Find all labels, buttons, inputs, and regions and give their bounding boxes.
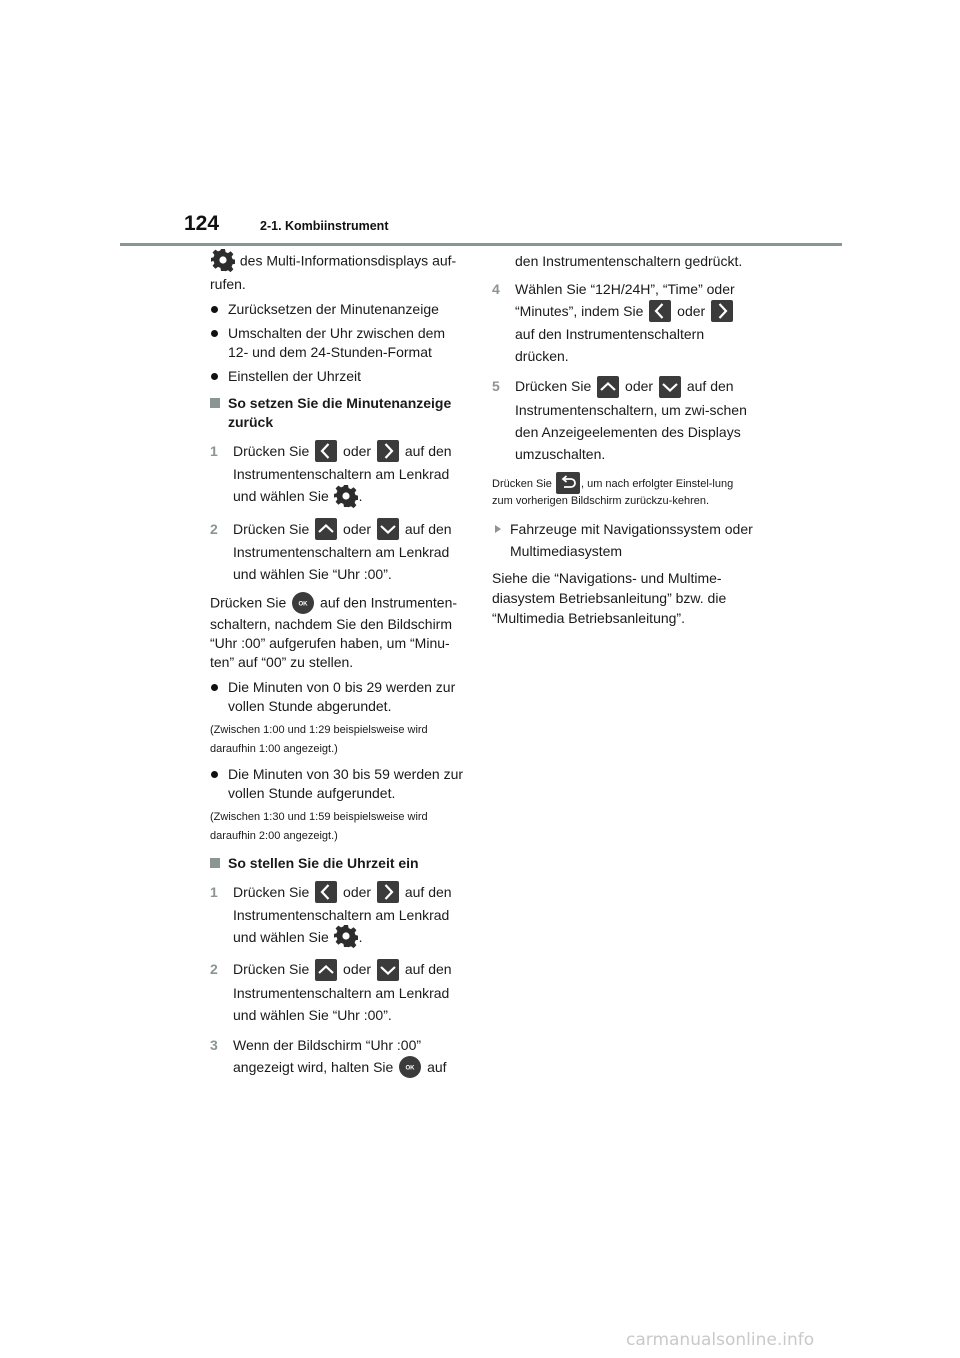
svg-text:OK: OK xyxy=(405,1065,415,1072)
step-2: 2 Drücken Sie oder auf den Instrumentenschaltern am Lenkrad und wählen Sie “Uhr :00”. xyxy=(210,518,465,585)
back-icon xyxy=(556,472,580,494)
ok-button-icon xyxy=(292,592,314,614)
ok-paragraph: Drücken Sie OK auf den Instrumenten-schaltern, nachdem Sie den Bildschirm “Uhr :00” aufgerufen haben, um “Minu-ten” auf “00” zu stellen. xyxy=(210,593,465,672)
header-rule xyxy=(120,243,842,246)
note-text: (Zwischen 1:30 und 1:59 beispielsweise wird daraufhin 2:00 angezeigt.) xyxy=(210,810,428,842)
chevron-left-icon xyxy=(649,300,671,322)
list-item: Einstellen der Uhrzeit xyxy=(210,367,465,386)
right-column xyxy=(492,250,754,634)
step-1: 1 Drücken Sie oder auf den Instrumentenschaltern am Lenkrad und wählen Sie . xyxy=(210,881,465,951)
heading-set-time: So stellen Sie die Uhrzeit ein xyxy=(210,854,465,873)
final-paragraph: Siehe die “Navigations- und Multime-diasystem Betriebsanleitung” bzw. die “Multimedia Betriebsanleitung”. xyxy=(492,569,727,626)
chevron-left-icon xyxy=(315,440,337,462)
page-number: 124 xyxy=(184,212,220,235)
gear-icon xyxy=(334,924,358,948)
list-item: Die Minuten von 30 bis 59 werden zur vollen Stunde aufgerundet. xyxy=(210,765,465,803)
chevron-down-icon xyxy=(377,518,399,540)
heading-minute-reset: So setzen Sie die Minutenanzeige zurück xyxy=(210,394,465,432)
list-item: Zurücksetzen der Minutenanzeige xyxy=(210,300,465,319)
svg-text:OK: OK xyxy=(298,601,308,608)
chevron-right-icon xyxy=(377,440,399,462)
chevron-left-icon xyxy=(315,881,337,903)
step-4: 4 Wählen Sie “12H/24H”, “Time” oder “Minutes”, indem Sie oder auf den Instrumentenschaltern drücken. xyxy=(492,281,735,365)
chevron-right-icon xyxy=(711,300,733,322)
back-note: Drücken Sie , um nach erfolgter Einstel-lung zum vorherigen Bildschirm zurückzu-kehren. xyxy=(492,473,754,508)
note-text: (Zwischen 1:00 und 1:29 beispielsweise wird daraufhin 1:00 angezeigt.) xyxy=(210,723,428,755)
step-3-continued: den Instrumentenschaltern gedrückt. xyxy=(515,253,743,269)
left-column xyxy=(210,250,465,1087)
gear-icon xyxy=(334,484,358,508)
list-item: Umschalten der Uhr zwischen dem 12- und dem 24-Stunden-Format xyxy=(210,324,465,362)
intro-paragraph xyxy=(210,250,465,294)
step-5: 5 Drücken Sie oder auf den Instrumentenschaltern, um zwi-schen den Anzeigeelementen des Displays umzuschalten. xyxy=(492,375,754,464)
chevron-down-icon xyxy=(659,376,681,398)
chevron-up-icon xyxy=(597,376,619,398)
chevron-down-icon xyxy=(377,959,399,981)
step-3: 3 Wenn der Bildschirm “Uhr :00” angezeigt wird, halten Sie OK auf xyxy=(210,1034,465,1079)
chevron-right-icon xyxy=(377,881,399,903)
step-1: 1 Drücken Sie oder auf den Instrumentenschaltern am Lenkrad und wählen Sie . xyxy=(210,440,465,510)
ok-button-icon xyxy=(399,1056,421,1078)
chevron-up-icon xyxy=(315,959,337,981)
list-item: Die Minuten von 0 bis 29 werden zur vollen Stunde abgerundet. xyxy=(210,678,465,716)
vehicle-type-item: Fahrzeuge mit Navigationssystem oder Multimediasystem xyxy=(492,518,754,562)
gear-icon xyxy=(211,248,235,272)
chevron-up-icon xyxy=(315,518,337,540)
watermark: carmanualsonline.info xyxy=(626,1330,815,1350)
step-2: 2 Drücken Sie oder auf den Instrumentenschaltern am Lenkrad und wählen Sie “Uhr :00”. xyxy=(210,958,465,1025)
section-title: 2-1. Kombiinstrument xyxy=(260,219,389,233)
intro-text: des Multi-Informationsdisplays auf-rufen. xyxy=(210,252,457,292)
